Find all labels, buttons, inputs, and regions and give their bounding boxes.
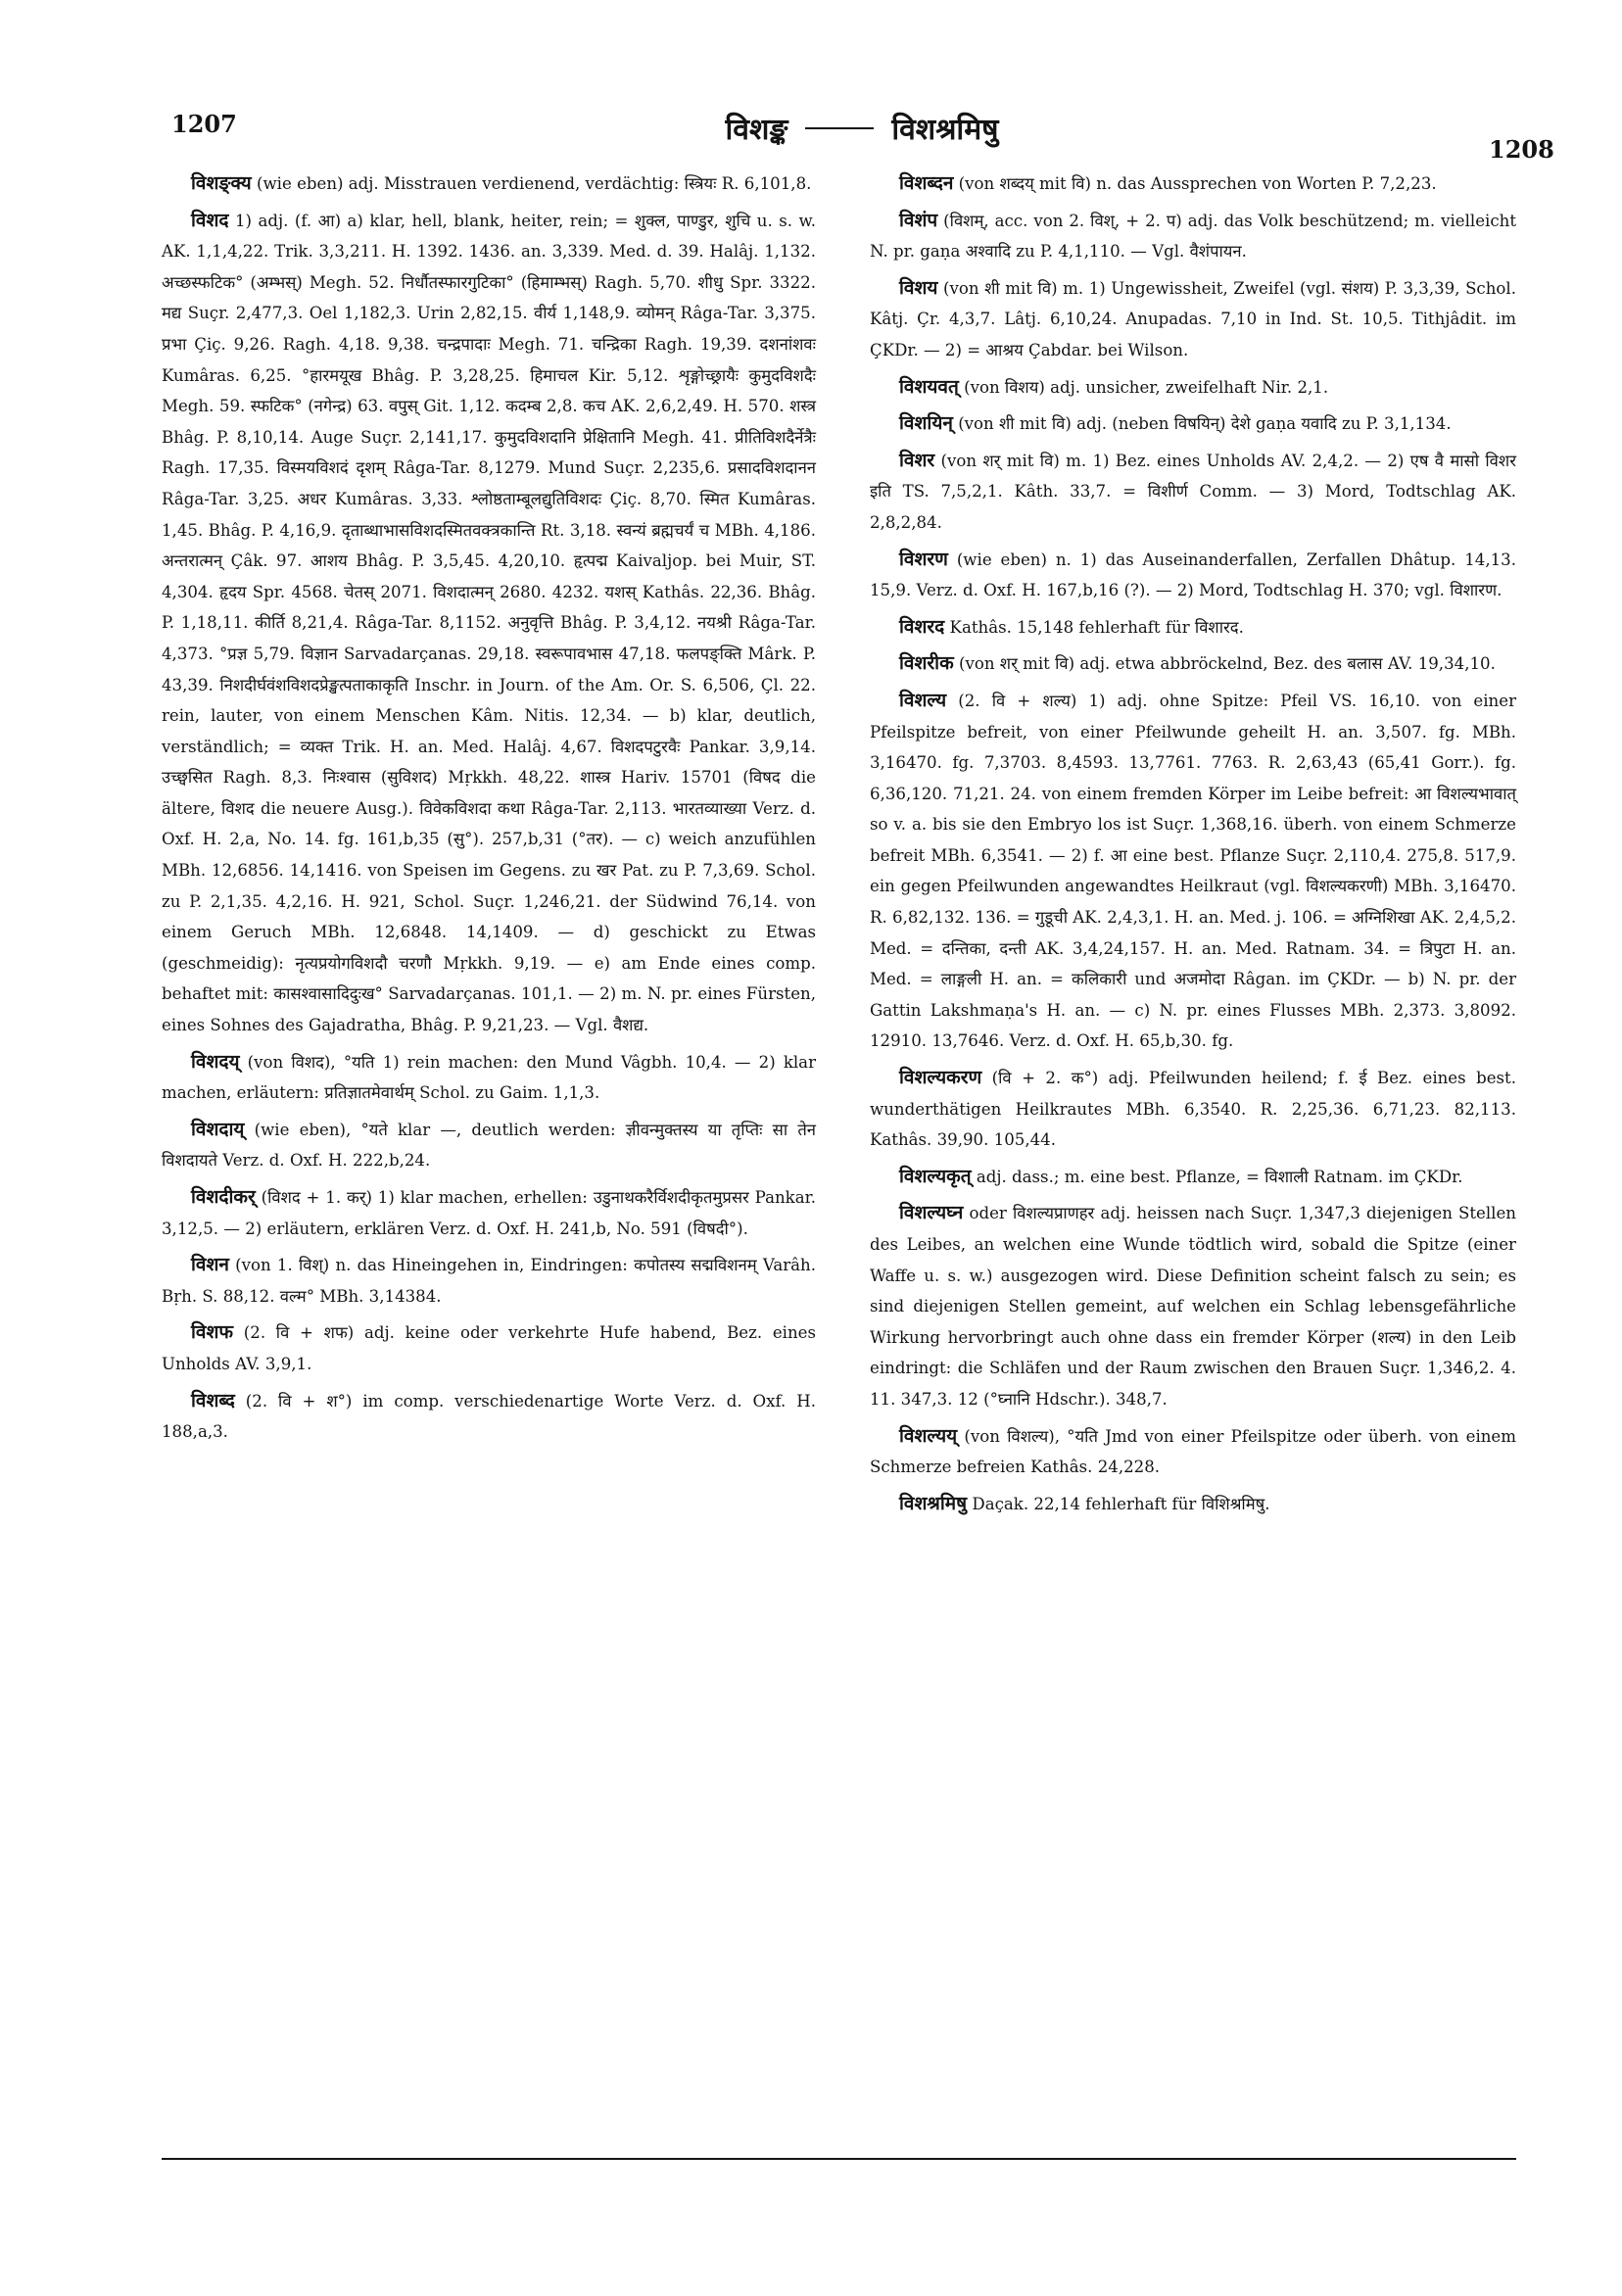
entry-text: Kathâs. 15,148 fehlerhaft für विशारद. xyxy=(949,617,1244,637)
entry-headword: विशरद xyxy=(899,615,945,638)
entry-headword: विशदय् xyxy=(191,1050,240,1073)
dictionary-entry xyxy=(870,168,1516,200)
right-column xyxy=(870,168,1516,1525)
entry-headword: विशन xyxy=(191,1254,229,1276)
running-head-dash xyxy=(805,127,874,129)
running-head xyxy=(686,108,1038,148)
entry-text: (विशम्, acc. von 2. विश्, + 2. प) adj. das Volk beschützend; m. vielleicht N. pr. gaṇa अश्वादि zu P. 4,1,110. — Vgl. वैशंपायन. xyxy=(870,211,1516,262)
entry-headword: विशद xyxy=(191,209,229,231)
entry-headword: विशंप xyxy=(899,209,938,231)
entry-headword: विशब्दन xyxy=(899,172,954,194)
entry-text: 1) adj. (f. आ) a) klar, hell, blank, heiter, rein; = शुक्ल, पाण्डुर, शुचि u. s. w. AK. 1,1,4,22. Trik. 3,3,211. H. 1392. 1436. an. 3,339. Med. d. 39. Halâj. 1,132. अच्छस्फटिक° (अम्भस्) Megh. 52. निर्धौतस्फारगुटिका° (हिमाम्भस्) Ragh. 5,70. शीधु Spr. 3322. मद्य Suçr. 2,477,3. Oel 1,182,3. Urin 2,82,15. वीर्य 1,148,9. व्योमन् Râga-Tar. 3,375. प्रभा Çiç. 9,26. Ragh. 4,18. 9,38. चन्द्रपादाः Megh. 71. चन्द्रिका Ragh. 19,39. दशनांशवः Kumâras. 6,25. °हारमयूख Bhâg. P. 3,28,25. हिमाचल Kir. 5,12. शृङ्गोच्छ्रायैः कुमुदविशदैः Megh. 59. स्फटिक° (नगेन्द्र) 63. वपुस् Git. 1,12. कदम्ब 2,8. कच AK. 2,6,2,49. H. 570. शस्त्र Bhâg. P. 8,10,14. Auge Suçr. 2,141,17. कुमुदविशदानि प्रेक्षितानि Megh. 41. प्रीतिविशदैर्नेत्रैः Ragh. 17,35. विस्मयविशदं दृशम् Râga-Tar. 8,1279. Mund Suçr. 2,235,6. प्रसादविशदानन Râga-Tar. 3,25. अधर Kumâras. 3,33. श्लोष्ठताम्बूलद्युतिविशदः Çiç. 8,70. स्मित Kumâras. 1,45. Bhâg. P. 4,16,9. दृताब्धाभासविशदस्मितवक्त्रकान्ति Rt. 3,18. स्वन्यं ब्रह्मचर्यं च MBh. 4,186. अन्तरात्मन् Çâk. 97. आशय Bhâg. P. 3,5,45. 4,20,10. हृत्पद्म Kaivaljop. bei Muir, ST. 4,304. हृदय Spr. 4568. चेतस् 2071. विशदात्मन् 2680. 4232. यशस् Kathâs. 22,36. Bhâg. P. 1,18,11. कीर्ति 8,21,4. Râga-Tar. 8,1152. अनुवृत्ति Bhâg. P. 3,4,12. नयश्री Râga-Tar. 4,373. °प्रज्ञ 5,79. विज्ञान Sarvadarçanas. 29,18. स्वरूपावभास 47,18. फलपङ्क्ति Mârk. P. 43,39. निशदीर्घवंशविशदप्रेङ्खत्पताकाकृति Inschr. in Journ. of the Am. Or. S. 6,506, Çl. 22. rein, lauter, von einem Menschen Kâm. Nitis. 12,34. — b) klar, deutlich, verständlich; = व्यक्त Trik. H. an. Med. Halâj. 4,67. विशदपटुरवैः Pankar. 3,9,14. उच्छ्वसित Ragh. 8,3. निःश्वास (सुविशद) Mṛkkh. 48,22. शास्त्र Hariv. 15701 (विषद die ältere, विशद die neuere Ausg.). विवेकविशदा कथा Râga-Tar. 2,113. भारतव्याख्या Verz. d. Oxf. H. 2,a, No. 14. fg. 161,b,35 (सु°). 257,b,31 (°तर). — c) weich anzufühlen MBh. 12,6856. 14,1416. von Speisen im Gegens. zu खर Pat. zu P. 7,3,69. Schol. zu P. 2,1,35. 4,2,16. H. 921, Schol. Suçr. 1,246,21. der Südwind 76,14. von einem Geruch MBh. 12,6848. 14,1409. — d) geschickt zu Etwas (geschmeidig): नृत्यप्रयोगविशदौ चरणौ Mṛkkh. 9,19. — e) am Ende eines comp. behaftet mit: कासश्वासादिदुःख° Sarvadarçanas. 101,1. — 2) m. N. pr. eines Fürsten, eines Sohnes des Gajadratha, Bhâg. P. 9,21,23. — Vgl. वैशद्य. xyxy=(162,211,816,1035)
bottom-rule xyxy=(162,2158,1516,2160)
entry-text: (von शी mit वि) m. 1) Ungewissheit, Zweifel (vgl. संशय) P. 3,3,39, Schol. Kâtj. Çr. 4,3,7. Lâtj. 6,10,24. Anupadas. 7,10 in Ind. St. 10,5. Tithjâdit. im ÇKDr. — 2) = आश्रय Çabdar. bei Wilson. xyxy=(870,278,1516,359)
dictionary-entry xyxy=(162,1115,816,1176)
running-head-left-word: विशङ्क xyxy=(725,113,788,147)
dictionary-entry xyxy=(870,545,1516,606)
dictionary-entry xyxy=(870,612,1516,644)
entry-text: (wie eben) adj. Misstrauen verdienend, verdächtig: स्त्रियः R. 6,101,8. xyxy=(256,174,812,193)
entry-text: (वि + 2. क°) adj. Pfeilwunden heilend; f. ई Bez. eines best. wunderthätigen Heilkrautes MBh. 6,3540. R. 2,25,36. 6,71,23. 82,113. Kathâs. 39,90. 105,44. xyxy=(870,1069,1516,1150)
entry-headword: विशयवत् xyxy=(899,375,959,398)
entry-headword: विशल्यय् xyxy=(899,1424,958,1447)
entry-text: (von विशद), °यति 1) rein machen: den Mund Vâgbh. 10,4. — 2) klar machen, erläutern: प्रतिज्ञातमेवार्थम् Schol. zu Gaim. 1,1,3. xyxy=(162,1052,817,1103)
entry-headword: विशयिन् xyxy=(899,412,953,435)
entry-text: (von विशल्य), °यति Jmd von einer Pfeilspitze oder überh. von einem Schmerze befreien Kathâs. 24,228. xyxy=(870,1426,1516,1477)
entry-text: (wie eben) n. 1) das Auseinanderfallen, Zerfallen Dhâtup. 14,13. 15,9. Verz. d. Oxf. H. 167,b,16 (?). — 2) Mord, Todtschlag H. 370; vgl. विशारण. xyxy=(870,550,1516,600)
dictionary-entry xyxy=(870,1063,1516,1156)
left-column xyxy=(162,168,816,1454)
entry-text: oder विशल्यप्राणहर adj. heissen nach Suçr. 1,347,3 diejenigen Stellen des Leibes, an welchen eine Wunde tödtlich wird, sobald die Spitze (einer Waffe u. s. w.) ausgezogen wird. Diese Definition scheint falsch zu sein; es sind diejenigen Stellen gemeint, auf welchen ein Schlag lebensgefährliche Wirkung hervorbringt auch ohne dass ein fremder Körper (शल्य) in den Leib eindringt: die Schläfen und der Raum zwischen den Brauen Suçr. 1,346,2. 4. 11. 347,3. 12 (°घ्नानि Hdschr.). 348,7. xyxy=(870,1204,1516,1409)
page-number-right: 1208 xyxy=(1489,135,1554,164)
dictionary-entry xyxy=(870,446,1516,539)
dictionary-entry xyxy=(162,1250,816,1312)
entry-text: Daçak. 22,14 fehlerhaft für विशिश्रमिषु. xyxy=(972,1494,1270,1513)
dictionary-entry xyxy=(162,1047,816,1109)
entry-text: (2. वि + शल्य) 1) adj. ohne Spitze: Pfeil VS. 16,10. von einer Pfeilspitze befreit, von einer Pfeilwunde geheilt H. an. 3,507. fg. MBh. 3,16470. fg. 7,3703. 8,4593. 13,7761. 7763. R. 2,63,43 (65,41 Gorr.). fg. 6,36,120. 71,21. 24. von einem fremden Körper im Leibe befreit: आ विशल्यभावात् so v. a. bis sie den Embryo los ist Suçr. 1,368,16. überh. von einem Schmerze befreit MBh. 6,3541. — 2) f. आ eine best. Pflanze Suçr. 2,110,4. 275,8. 517,9. ein gegen Pfeilwunden angewandtes Heilkraut (vgl. विशल्यकरणी) MBh. 3,16470. R. 6,82,132. 136. = गुडूची AK. 2,4,3,1. H. an. Med. j. 106. = अग्निशिखा AK. 2,4,5,2. Med. = दन्तिका, दन्ती AK. 3,4,24,157. H. an. Med. Ratnam. 34. = त्रिपुटा H. an. Med. = लाङ्गली H. an. = कलिकारी und अजमोदा Râgan. im ÇKDr. — b) N. pr. der Gattin Lakshmaṇa's H. an. — c) N. pr. eines Flusses MBh. 2,373. 3,8092. 12910. 13,7646. Verz. d. Oxf. H. 65,b,30. fg. xyxy=(870,691,1516,1051)
entry-headword: विशरीक xyxy=(899,652,954,675)
dictionary-entry xyxy=(162,206,816,1041)
dictionary-entry xyxy=(870,1421,1516,1483)
dictionary-entry xyxy=(870,648,1516,680)
entry-text: (विशद + 1. कर्) 1) klar machen, erhellen: उडुनाथकरैर्विशदीकृतमुप्रसर Pankar. 3,12,5. — 2) erläutern, erklären Verz. d. Oxf. H. 241,b, No. 591 (विषदी°). xyxy=(162,1188,816,1238)
dictionary-entry xyxy=(870,273,1516,366)
dictionary-entry xyxy=(870,372,1516,404)
entry-headword: विशर xyxy=(899,449,935,471)
entry-headword: विशल्यकरण xyxy=(899,1067,982,1089)
dictionary-entry xyxy=(870,408,1516,440)
dictionary-entry xyxy=(870,1162,1516,1193)
entry-text: (2. वि + शफ) adj. keine oder verkehrte Hufe habend, Bez. eines Unholds AV. 3,9,1. xyxy=(162,1323,816,1373)
entry-headword: विशङ्क्य xyxy=(191,172,252,194)
entry-headword: विशदाय् xyxy=(191,1118,245,1140)
dictionary-entry xyxy=(870,686,1516,1057)
entry-text: (von शब्दय् mit वि) n. das Aussprechen von Worten P. 7,2,23. xyxy=(958,174,1437,193)
dictionary-entry xyxy=(162,168,816,200)
dictionary-entry xyxy=(870,1198,1516,1414)
entry-text: (von शी mit वि) adj. (neben विषयिन्) देशे gaṇa यवादि zu P. 3,1,134. xyxy=(958,414,1452,434)
entry-text: adj. dass.; m. eine best. Pflanze, = विशाली Ratnam. im ÇKDr. xyxy=(976,1167,1463,1186)
page-number-left: 1207 xyxy=(171,110,237,138)
entry-text: (von विशय) adj. unsicher, zweifelhaft Nir. 2,1. xyxy=(964,377,1329,397)
entry-headword: विशफ xyxy=(191,1321,234,1344)
entry-headword: विशल्यघ्न xyxy=(899,1202,964,1224)
entry-text: (von 1. विश्) n. das Hineingehen in, Eindringen: कपोतस्य सद्मविशनम् Varâh. Bṛh. S. 88,12. वल्म° MBh. 3,14384. xyxy=(162,1256,816,1306)
dictionary-entry xyxy=(162,1182,816,1244)
entry-headword: विशरण xyxy=(899,548,948,570)
running-head-right-word: विशश्रमिषु xyxy=(891,113,999,147)
dictionary-entry xyxy=(162,1317,816,1379)
dictionary-entry xyxy=(870,1489,1516,1520)
entry-headword: विशदीकर् xyxy=(191,1186,256,1208)
entry-headword: विशब्द xyxy=(191,1389,235,1411)
dictionary-entry xyxy=(870,206,1516,267)
entry-text: (2. वि + श°) im comp. verschiedenartige Worte Verz. d. Oxf. H. 188,a,3. xyxy=(162,1391,817,1442)
entry-headword: विशश्रमिषु xyxy=(899,1492,968,1514)
dictionary-entry xyxy=(162,1386,816,1448)
entry-headword: विशल्य xyxy=(899,689,947,711)
entry-text: (wie eben), °यते klar —, deutlich werden: ज्ञीवन्मुक्तस्य या तृप्तिः सा तेन विशदायते Verz. d. Oxf. H. 222,b,24. xyxy=(162,1120,816,1171)
entry-headword: विशल्यकृत् xyxy=(899,1165,972,1187)
entry-text: (von शर् mit वि) m. 1) Bez. eines Unholds AV. 2,4,2. — 2) एष वै मासो विशर इति TS. 7,5,2,1. Kâth. 33,7. = विशीर्ण Comm. — 3) Mord, Todtschlag AK. 2,8,2,84. xyxy=(870,451,1516,532)
entry-headword: विशय xyxy=(899,276,938,299)
entry-text: (von शर् mit वि) adj. etwa abbröckelnd, Bez. des बलास AV. 19,34,10. xyxy=(958,654,1496,674)
